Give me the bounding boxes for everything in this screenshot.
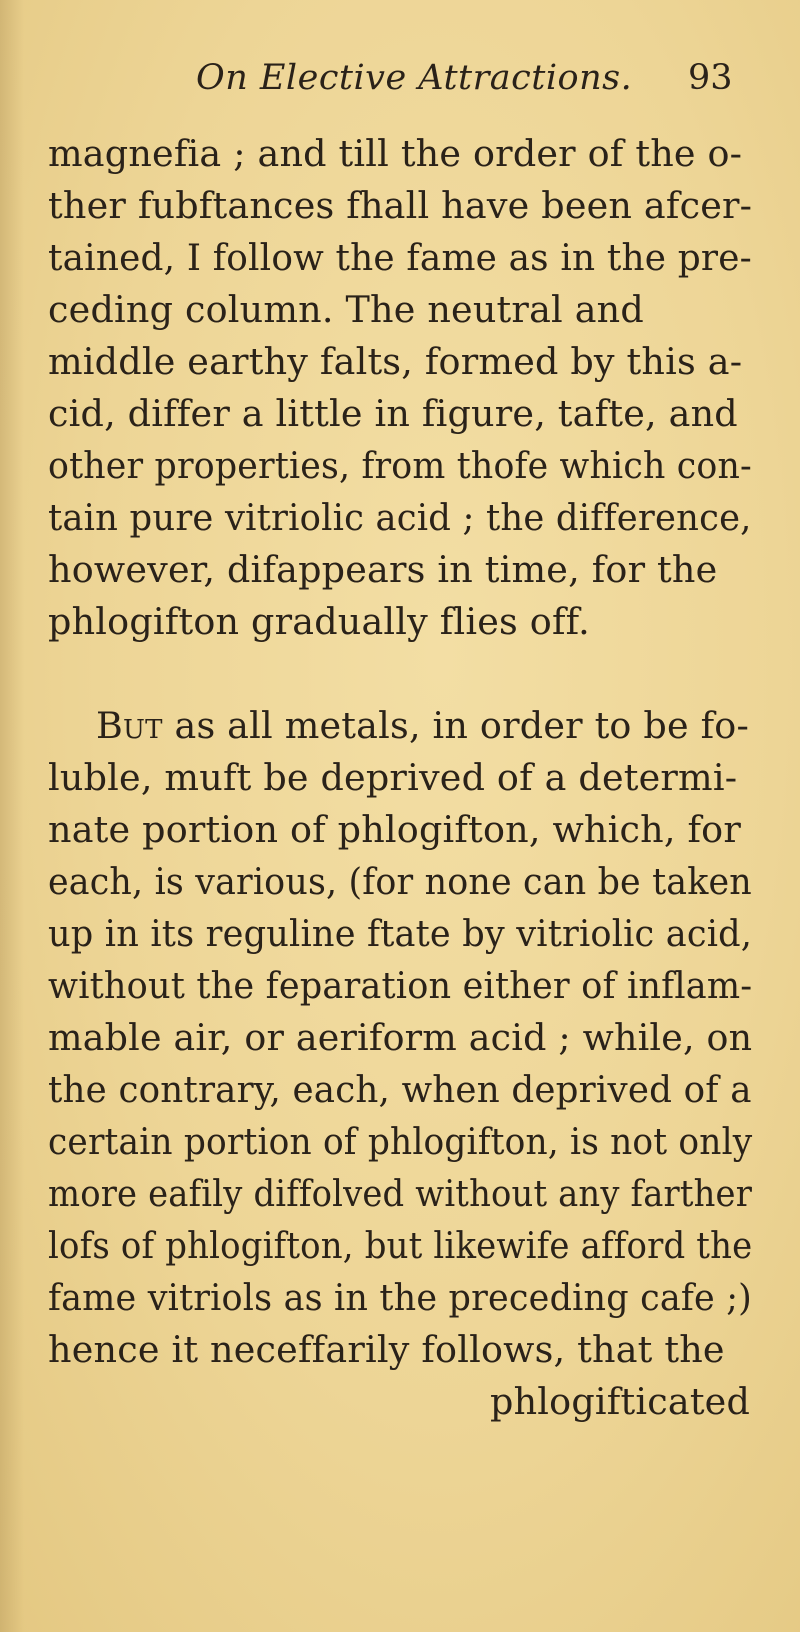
text-line: hence it neceffarily follows, that the — [48, 1328, 725, 1371]
page-number: 93 — [688, 58, 733, 98]
text-line: ther fubftances fhall have been afcer- — [48, 184, 753, 227]
text-line: luble, muft be deprived of a determi- — [48, 756, 738, 799]
text-line: phlogifton gradually flies off. — [48, 600, 590, 643]
text-line: nate portion of phlogifton, which, for — [48, 808, 741, 851]
first-line-rest: as all metals, in order to be fo- — [162, 704, 749, 747]
text-line: up in its reguline ftate by vitriolic acid, — [48, 912, 753, 955]
text-line: other properties, from thofe which con- — [48, 444, 752, 487]
text-line: magnefia ; and till the order of the o- — [48, 132, 743, 175]
text-line: ceding column. The neutral and — [48, 288, 644, 331]
text-line: mable air, or aeriform acid ; while, on — [48, 1016, 753, 1059]
text-line: lofs of phlogifton, but likewife afford the — [48, 1224, 753, 1267]
text-line-first — [96, 700, 749, 752]
text-line: tained, I follow the fame as in the pre- — [48, 236, 752, 279]
text-line: certain portion of phlogifton, is not only — [48, 1120, 753, 1163]
text-line: middle earthy falts, formed by this a- — [48, 340, 743, 383]
text-line: the contrary, each, when deprived of a — [48, 1068, 752, 1111]
drop-word: But — [96, 704, 163, 747]
text-line: each, is various, (for none can be taken — [48, 860, 752, 903]
text-line: without the feparation either of inflam- — [48, 964, 753, 1007]
text-line: cid, differ a little in figure, tafte, and — [48, 392, 738, 435]
text-line: tain pure vitriolic acid ; the difference, — [48, 496, 752, 539]
catchword: phlogifticated — [490, 1380, 751, 1423]
text-line: however, difappears in time, for the — [48, 548, 718, 591]
text-line: more eafily diffolved without any farther — [48, 1172, 753, 1215]
running-title: On Elective Attractions. — [196, 58, 633, 98]
text-line: fame vitriols as in the preceding cafe ;) — [48, 1276, 753, 1319]
